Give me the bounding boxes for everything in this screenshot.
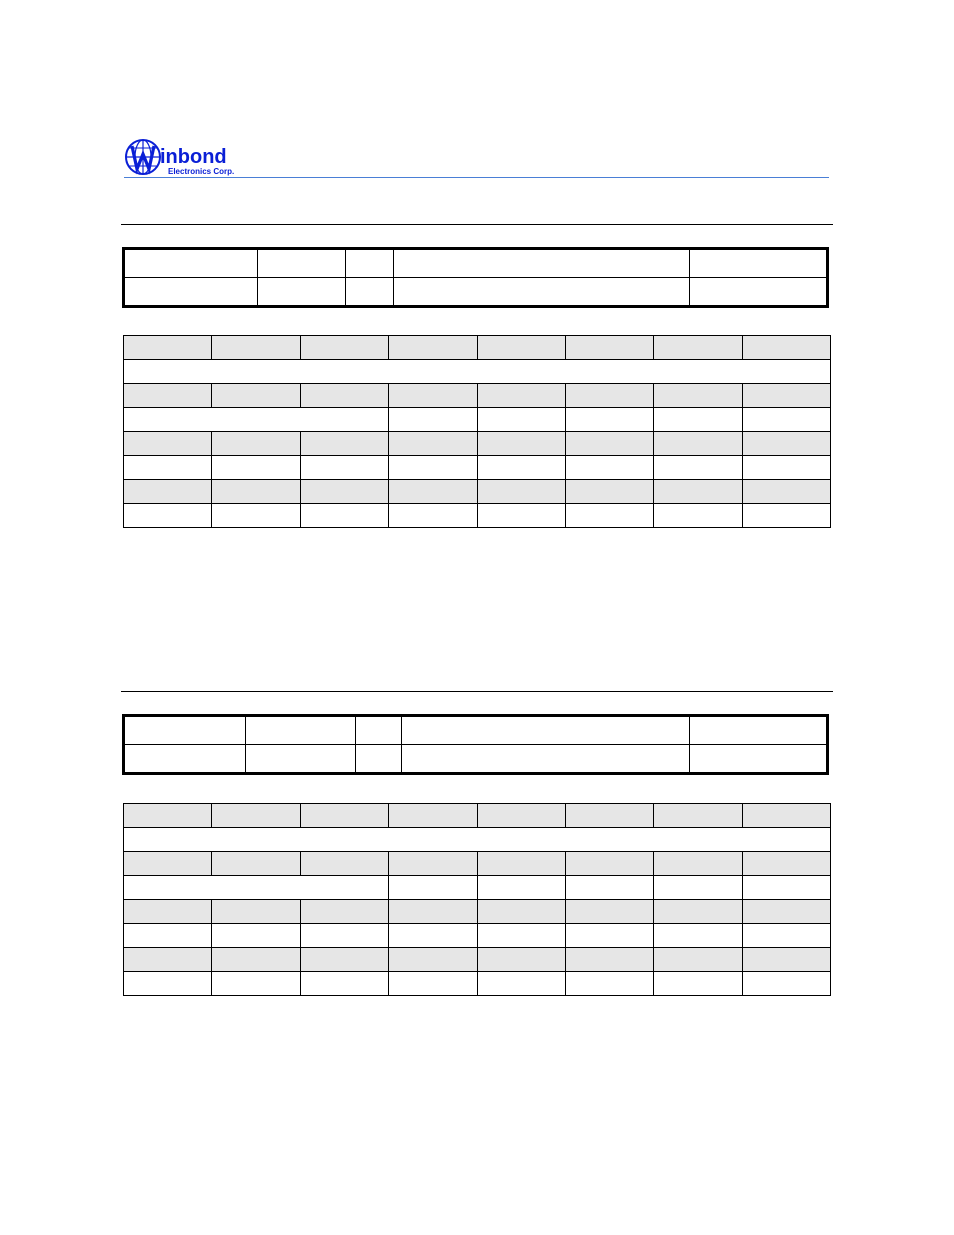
bit-cell — [654, 876, 742, 900]
bit-cell — [389, 924, 477, 948]
bit-cell — [300, 948, 388, 972]
bit-cell — [477, 336, 565, 360]
bit-cell — [654, 384, 742, 408]
bit-cell — [742, 480, 830, 504]
bit-cell — [124, 456, 212, 480]
bit-cell — [300, 456, 388, 480]
bit-cell — [389, 972, 477, 996]
bit-cell — [124, 384, 212, 408]
bit-cell — [212, 336, 300, 360]
bit-cell — [389, 852, 477, 876]
bit-cell — [300, 900, 388, 924]
bit-cell — [124, 948, 212, 972]
bit-cell — [124, 480, 212, 504]
bit-cell — [565, 900, 653, 924]
register-info-row — [124, 716, 828, 745]
bit-cell — [654, 456, 742, 480]
bit-cell — [300, 504, 388, 528]
bit-cell — [389, 504, 477, 528]
register-info-table-1 — [122, 247, 829, 308]
bit-cell — [742, 876, 830, 900]
bit-cell — [389, 900, 477, 924]
svg-text:Electronics Corp.: Electronics Corp. — [168, 167, 235, 176]
bit-name-row — [124, 948, 831, 972]
bit-name-row — [124, 900, 831, 924]
bit-cell — [124, 432, 212, 456]
bit-value-row — [124, 924, 831, 948]
bit-cell — [389, 480, 477, 504]
bit-cell — [654, 432, 742, 456]
bit-cell — [565, 384, 653, 408]
winbond-globe-icon — [124, 136, 254, 180]
bit-cell — [477, 456, 565, 480]
bit-cell — [300, 480, 388, 504]
register-info-row — [124, 249, 828, 278]
bit-cell — [389, 408, 477, 432]
bit-cell — [300, 384, 388, 408]
register-access-cell — [346, 278, 394, 307]
svg-text:inbond: inbond — [160, 146, 227, 168]
description-row — [124, 828, 831, 852]
bit-cell — [477, 972, 565, 996]
bit-cell — [477, 948, 565, 972]
merged-label-cell — [124, 876, 389, 900]
bit-cell — [477, 804, 565, 828]
bit-cell — [212, 804, 300, 828]
bit-cell — [212, 972, 300, 996]
bit-table-1 — [123, 335, 831, 528]
bit-cell — [565, 456, 653, 480]
register-name-cell — [124, 278, 258, 307]
bit-name-row — [124, 480, 831, 504]
bit-cell — [742, 432, 830, 456]
bit-cell — [742, 408, 830, 432]
bit-cell — [742, 924, 830, 948]
bit-cell — [389, 336, 477, 360]
bit-cell — [124, 504, 212, 528]
bit-number-row — [124, 804, 831, 828]
bit-cell — [389, 456, 477, 480]
register-address-cell — [258, 278, 346, 307]
bit-cell — [654, 972, 742, 996]
bit-cell — [124, 900, 212, 924]
winbond-logo — [124, 136, 254, 180]
bit-number-row — [124, 336, 831, 360]
bit-cell — [477, 852, 565, 876]
bit-cell — [742, 504, 830, 528]
register-description-cell — [402, 745, 690, 774]
register-name-cell — [124, 716, 246, 745]
register-default-cell — [690, 745, 828, 774]
bit-cell — [654, 336, 742, 360]
register-info-table-2 — [122, 714, 829, 775]
register-address-cell — [246, 716, 356, 745]
bit-cell — [300, 924, 388, 948]
bit-cell — [565, 804, 653, 828]
bit-cell — [654, 480, 742, 504]
bit-cell — [212, 948, 300, 972]
section-rule-1 — [121, 224, 833, 225]
bit-cell — [654, 924, 742, 948]
bit-cell — [124, 336, 212, 360]
header-rule — [124, 177, 829, 178]
bit-cell — [124, 804, 212, 828]
bit-cell — [565, 876, 653, 900]
bit-table-2 — [123, 803, 831, 996]
bit-cell — [565, 852, 653, 876]
bit-cell — [300, 432, 388, 456]
bit-cell — [654, 852, 742, 876]
bit-cell — [565, 972, 653, 996]
bit-name-row — [124, 852, 831, 876]
bit-cell — [212, 432, 300, 456]
bit-cell — [389, 384, 477, 408]
register-description-cell — [394, 249, 690, 278]
bit-cell — [300, 852, 388, 876]
bit-cell — [124, 972, 212, 996]
register-description-cell — [394, 278, 690, 307]
description-row — [124, 360, 831, 384]
register-address-cell — [258, 249, 346, 278]
bit-value-row — [124, 504, 831, 528]
bit-cell — [565, 480, 653, 504]
bit-value-row — [124, 972, 831, 996]
register-access-cell — [356, 745, 402, 774]
bit-cell — [742, 948, 830, 972]
bit-cell — [212, 480, 300, 504]
bit-cell — [565, 408, 653, 432]
bit-cell — [477, 900, 565, 924]
bit-cell — [654, 948, 742, 972]
bit-cell — [477, 408, 565, 432]
merged-value-row — [124, 876, 831, 900]
bit-cell — [654, 900, 742, 924]
bit-cell — [565, 948, 653, 972]
register-name-cell — [124, 745, 246, 774]
register-access-cell — [356, 716, 402, 745]
bit-value-row — [124, 456, 831, 480]
bit-cell — [742, 336, 830, 360]
bit-name-row — [124, 384, 831, 408]
bit-cell — [389, 876, 477, 900]
bit-cell — [212, 900, 300, 924]
bit-cell — [565, 336, 653, 360]
bit-cell — [477, 504, 565, 528]
bit-cell — [212, 384, 300, 408]
description-cell — [124, 828, 831, 852]
bit-cell — [565, 504, 653, 528]
bit-cell — [477, 432, 565, 456]
register-default-cell — [690, 249, 828, 278]
bit-cell — [477, 480, 565, 504]
register-description-cell — [402, 716, 690, 745]
bit-cell — [565, 924, 653, 948]
bit-cell — [742, 900, 830, 924]
register-default-cell — [690, 278, 828, 307]
register-access-cell — [346, 249, 394, 278]
bit-cell — [742, 852, 830, 876]
bit-cell — [654, 504, 742, 528]
merged-label-cell — [124, 408, 389, 432]
bit-cell — [742, 972, 830, 996]
bit-cell — [212, 924, 300, 948]
bit-cell — [477, 924, 565, 948]
bit-cell — [212, 504, 300, 528]
bit-cell — [742, 384, 830, 408]
register-default-cell — [690, 716, 828, 745]
bit-cell — [654, 804, 742, 828]
bit-cell — [300, 804, 388, 828]
bit-cell — [300, 972, 388, 996]
bit-cell — [654, 408, 742, 432]
bit-cell — [300, 336, 388, 360]
bit-cell — [389, 804, 477, 828]
bit-cell — [565, 432, 653, 456]
register-info-row — [124, 745, 828, 774]
register-name-cell — [124, 249, 258, 278]
description-cell — [124, 360, 831, 384]
bit-cell — [124, 924, 212, 948]
bit-name-row — [124, 432, 831, 456]
bit-cell — [477, 384, 565, 408]
section-rule-2 — [121, 691, 833, 692]
bit-cell — [742, 804, 830, 828]
bit-cell — [389, 432, 477, 456]
register-address-cell — [246, 745, 356, 774]
merged-value-row — [124, 408, 831, 432]
bit-cell — [742, 456, 830, 480]
bit-cell — [477, 876, 565, 900]
bit-cell — [212, 852, 300, 876]
register-info-row — [124, 278, 828, 307]
bit-cell — [389, 948, 477, 972]
bit-cell — [212, 456, 300, 480]
bit-cell — [124, 852, 212, 876]
